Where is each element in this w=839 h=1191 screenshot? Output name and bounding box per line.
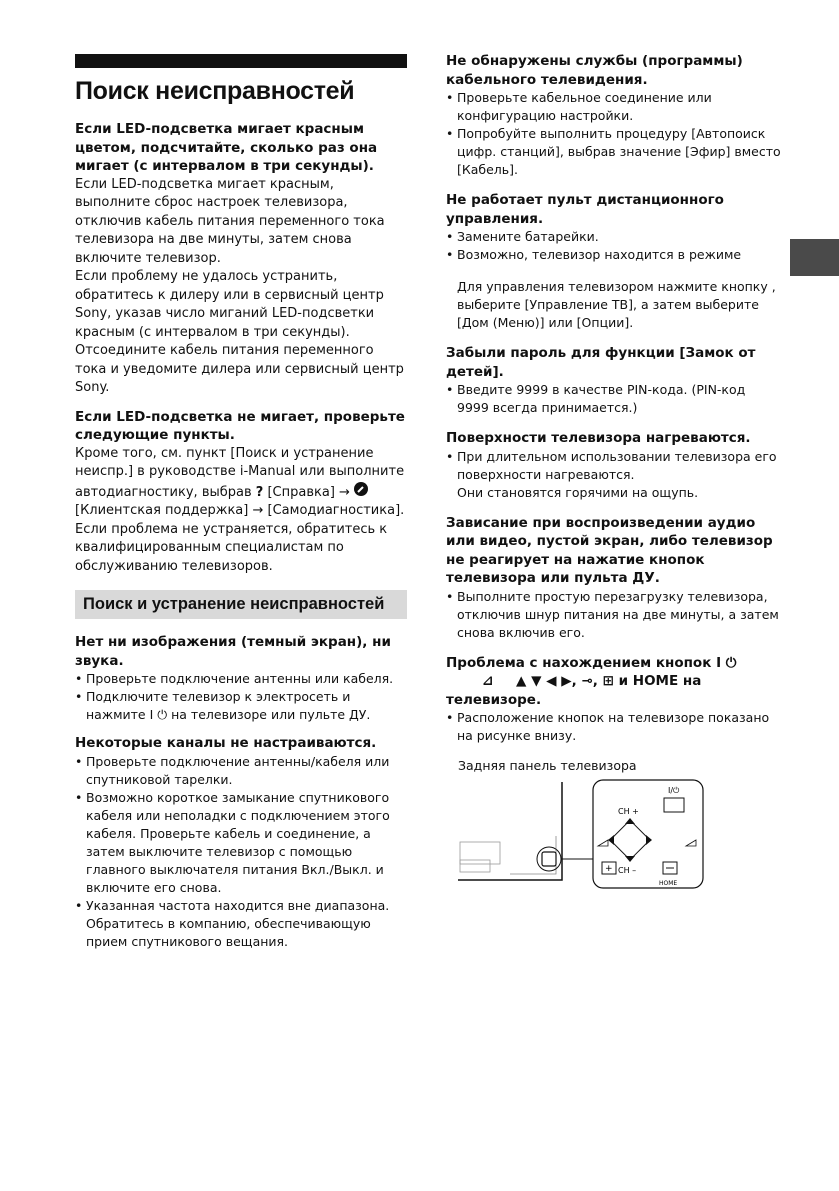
- pin-block: [446, 344, 781, 417]
- list-item: • При длительном использовании телевизора его поверхности нагреваются.: [446, 448, 781, 484]
- freeze-heading: Зависание при воспроизведении аудио или видео, пустой экран, либо телевизор не реагирует на нажатие кнопок телевизора или пульта ДУ.: [446, 514, 773, 586]
- ch-plus-label: CH +: [618, 806, 639, 816]
- figure: [458, 757, 781, 898]
- section-title: Поиск и устранение неисправностей: [75, 590, 407, 619]
- power-label: I/⏻: [668, 785, 680, 795]
- buttons-heading-a: Проблема с нахождением кнопок I ⏻: [446, 654, 737, 671]
- tv-back-panel-illustration: [458, 776, 708, 894]
- right-column: [446, 52, 781, 898]
- heat-heading: Поверхности телевизора нагреваются.: [446, 430, 751, 446]
- remote-extra: Для управления телевизором нажмите кнопку , выберите [Управление ТВ], а затем выберите [Дом (Меню)] или [Опции].: [457, 279, 776, 330]
- heat-block: [446, 429, 781, 502]
- remote-block: [446, 191, 781, 332]
- list-item: • Указанная частота находится вне диапазона. Обратитесь в компанию, обеспечивающую прием спутникового вещания.: [75, 897, 407, 951]
- figure-caption: Задняя панель телевизора: [458, 758, 637, 773]
- buttons-heading: [446, 654, 781, 710]
- led-blinks-para-2: Если проблему не удалось устранить, обратитесь к дилеру или в сервисный центр Sony, указав число миганий LED-подсветки красным (с интервалом в три секунды). Отсоедините кабель питания переменного тока и уведомите дилера или сервисный центр Sony.: [75, 269, 404, 395]
- buttons-block: [446, 654, 781, 746]
- no-picture-block: [75, 633, 407, 724]
- led-no-blink-text-a: Кроме того, см. пункт [Поиск и устранение неиспр.] в руководстве i-Manual или выполните автодиагностику, выбрав: [75, 445, 405, 500]
- wrench-icon: [354, 482, 368, 496]
- page-edge-tab: [790, 239, 839, 276]
- list-item: • Проверьте подключение антенны/кабеля или спутниковой тарелки.: [75, 753, 407, 789]
- remote-heading: Не работает пульт дистанционного управления.: [446, 192, 724, 227]
- button-cluster-marker-icon: [542, 852, 556, 866]
- page-title: Поиск неисправностей: [75, 77, 355, 105]
- list-item: • Введите 9999 в качестве PIN-кода. (PIN-код 9999 всегда принимается.): [446, 381, 781, 417]
- left-column: [75, 54, 407, 961]
- cable-services-heading: Не обнаружены службы (программы) кабельного телевидения.: [446, 53, 743, 88]
- led-no-blink-heading: Если LED-подсветка не мигает, проверьте следующие пункты.: [75, 408, 405, 443]
- list-item: • Выполните простую перезагрузку телевизора, отключив шнур питания на две минуты, а затем снова включив его.: [446, 588, 781, 642]
- buttons-heading-d: телевизоре.: [446, 691, 542, 708]
- led-no-blink-text: Кроме того, см. пункт [Поиск и устранение неиспр.] в руководстве i-Manual или выполните автодиагностику, выбрав ? [Справка] → [Клиентская поддержка] → [Самодиагностика]. Если проблема не устраняется, обратитесь к квалифицированным специалистам по обслуживанию телевизоров.: [75, 445, 405, 574]
- led-no-blink-text-b: [Самодиагностика]. Если проблема не устраняется, обратитесь к квалифицированным специалистам по обслуживанию телевизоров.: [75, 503, 405, 574]
- plus-glyph: +: [605, 863, 613, 874]
- list-item: • Проверьте кабельное соединение или конфигурацию настройки.: [446, 89, 781, 125]
- cable-services-block: [446, 52, 781, 179]
- list-item: • Возможно короткое замыкание спутникового кабеля или неполадки с подключением этого кабеля. Проверьте кабель и соединение, а затем выключите телевизор с помощью главного выключателя питания Вкл./Выкл. и включите его снова.: [75, 789, 407, 897]
- list-item: • Замените батарейки.: [446, 228, 781, 246]
- led-no-blink-block: [75, 408, 407, 577]
- list-item: • Расположение кнопок на телевизоре показано на рисунке внизу.: [446, 709, 781, 745]
- heat-extra: Они становятся горячими на ощупь.: [457, 484, 699, 500]
- list-item: • Подключите телевизор к электросеть и нажмите I ⏻ на телевизоре или пульте ДУ.: [75, 688, 407, 724]
- ch-minus-label: CH –: [618, 865, 637, 875]
- title-rule: [75, 54, 407, 68]
- support-label: [Клиентская поддержка]: [75, 503, 249, 518]
- help-icon: ?: [255, 484, 264, 500]
- led-blinks-block: [75, 120, 407, 398]
- pin-heading: Забыли пароль для функции [Замок от детей].: [446, 345, 756, 380]
- list-item: • Проверьте подключение антенны или кабеля.: [75, 670, 407, 688]
- list-item: • Возможно, телевизор находится в режиме: [446, 246, 781, 264]
- home-label: HOME: [659, 879, 678, 887]
- no-picture-heading: Нет ни изображения (темный экран), ни звука.: [75, 634, 391, 669]
- help-label: [Справка]: [267, 484, 335, 500]
- freeze-block: [446, 514, 781, 642]
- list-item: • Попробуйте выполнить процедуру [Автопоиск цифр. станций], выбрав значение [Эфир] вместо [Кабель].: [446, 125, 781, 179]
- channels-heading: Некоторые каналы не настраиваются.: [75, 735, 377, 751]
- led-blinks-para-1: Если LED-подсветка мигает красным, выполните сброс настроек телевизора, отключив кабель питания переменного тока телевизора на две минуты, затем снова включите телевизор.: [75, 176, 385, 266]
- led-blinks-heading: Если LED-подсветка мигает красным цветом, подсчитайте, сколько раз она мигает (с интервалом в три секунды).: [75, 121, 378, 174]
- channels-block: [75, 734, 407, 951]
- buttons-heading-b: ⊿: [482, 673, 494, 689]
- buttons-heading-c: ▲ ▼ ◀ ▶, ⊸, ⊞ и HOME на: [516, 673, 702, 689]
